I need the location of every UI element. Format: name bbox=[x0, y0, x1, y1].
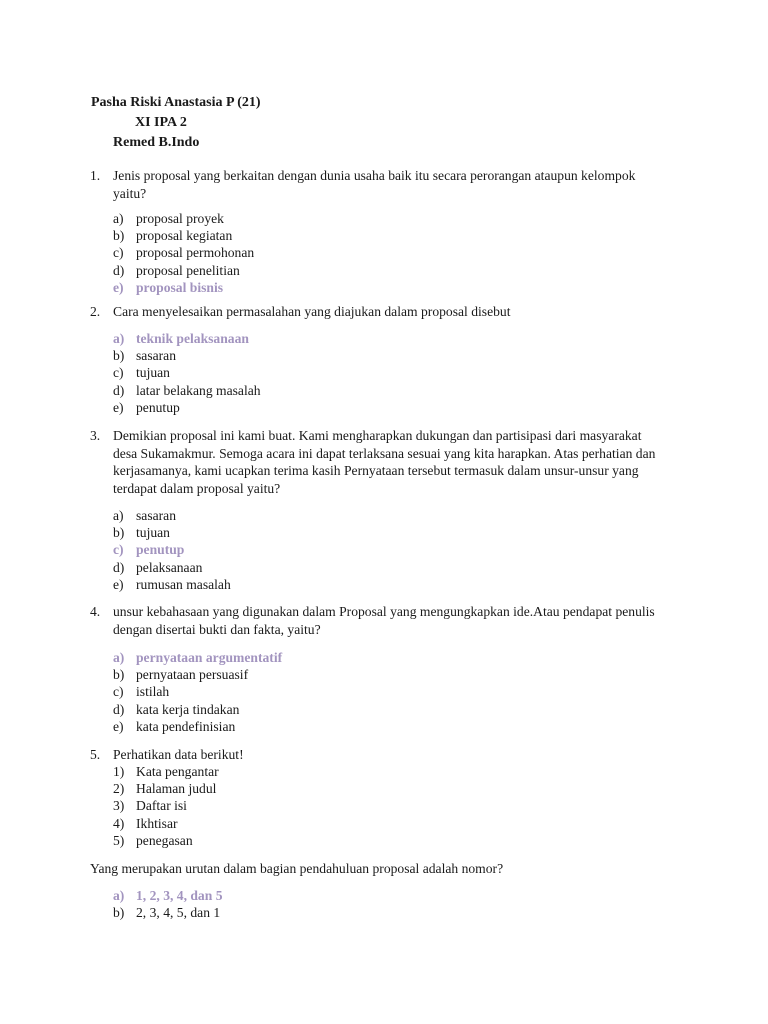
option-label: c) bbox=[113, 245, 124, 261]
answer-option-highlighted bbox=[113, 541, 513, 558]
option-text: 2, 3, 4, 5, dan 1 bbox=[136, 905, 221, 921]
option-label: d) bbox=[113, 262, 125, 278]
student-class: XI IPA 2 bbox=[135, 115, 187, 130]
question-line: dengan disertai bukti dan fakta, yaitu? bbox=[113, 621, 321, 637]
answer-option bbox=[113, 382, 513, 399]
option-text: penutup bbox=[136, 542, 185, 558]
item-label: 5) bbox=[113, 832, 125, 848]
option-text: latar belakang masalah bbox=[136, 382, 261, 398]
answer-option-highlighted bbox=[113, 330, 513, 347]
answer-options bbox=[113, 649, 513, 735]
option-label: c) bbox=[113, 542, 124, 558]
question-text bbox=[113, 167, 673, 202]
option-text: proposal bisnis bbox=[136, 279, 224, 295]
question-text bbox=[113, 427, 673, 497]
option-text: kata kerja tindakan bbox=[136, 701, 240, 717]
option-label: c) bbox=[113, 684, 124, 700]
answer-option bbox=[113, 701, 513, 718]
item-text: Daftar isi bbox=[136, 798, 187, 814]
option-label: d) bbox=[113, 559, 125, 575]
option-label: e) bbox=[113, 576, 124, 592]
option-text: tujuan bbox=[136, 365, 170, 381]
option-label: e) bbox=[113, 718, 124, 734]
option-text: pernyataan argumentatif bbox=[136, 650, 283, 665]
option-label: a) bbox=[113, 331, 125, 346]
option-label: a) bbox=[113, 650, 125, 665]
item-label: 1) bbox=[113, 764, 125, 779]
option-text: pernyataan persuasif bbox=[136, 667, 249, 683]
option-label: e) bbox=[113, 279, 124, 295]
option-label: a) bbox=[113, 888, 125, 903]
student-name: Pasha Riski Anastasia P (21) bbox=[91, 95, 261, 110]
option-text: 1, 2, 3, 4, dan 5 bbox=[136, 888, 223, 903]
question-text bbox=[113, 603, 673, 638]
option-label: d) bbox=[113, 382, 125, 398]
question-number: 2. bbox=[90, 304, 101, 319]
answer-option bbox=[113, 683, 513, 700]
option-text: istilah bbox=[136, 684, 170, 700]
option-text: proposal permohonan bbox=[136, 245, 255, 261]
question-line: Demikian proposal ini kami buat. Kami mengharapkan dukungan dan partisipasi dari masyarakat bbox=[113, 428, 642, 443]
answer-option-highlighted bbox=[113, 887, 513, 904]
answer-option bbox=[113, 210, 513, 227]
question-number: 3. bbox=[90, 428, 101, 443]
question-line: Cara menyelesaikan permasalahan yang diajukan dalam proposal disebut bbox=[113, 304, 511, 319]
answer-option bbox=[113, 559, 513, 576]
option-label: a) bbox=[113, 508, 124, 523]
answer-options bbox=[113, 507, 513, 593]
option-label: b) bbox=[113, 525, 125, 541]
answer-option bbox=[113, 507, 513, 524]
option-text: penutup bbox=[136, 399, 180, 415]
question-number: 1. bbox=[90, 168, 101, 183]
question-followup: Yang merupakan urutan dalam bagian pendahuluan proposal adalah nomor? bbox=[90, 861, 504, 876]
answer-option bbox=[113, 718, 513, 735]
option-label: a) bbox=[113, 211, 124, 226]
answer-option bbox=[113, 524, 513, 541]
data-list bbox=[113, 763, 513, 849]
question-line: yaitu? bbox=[113, 185, 147, 201]
answer-option bbox=[113, 399, 513, 416]
question-line: unsur kebahasaan yang digunakan dalam Proposal yang mengungkapkan ide.Atau pendapat penulis bbox=[113, 604, 655, 619]
option-text: teknik pelaksanaan bbox=[136, 331, 249, 346]
item-text: Ikhtisar bbox=[136, 815, 178, 831]
option-text: sasaran bbox=[136, 508, 177, 523]
option-text: kata pendefinisian bbox=[136, 718, 236, 734]
answer-option-highlighted bbox=[113, 279, 513, 296]
answer-option bbox=[113, 904, 513, 921]
option-label: b) bbox=[113, 228, 125, 244]
item-text: penegasan bbox=[136, 832, 193, 848]
item-label: 2) bbox=[113, 781, 125, 797]
option-label: d) bbox=[113, 701, 125, 717]
option-label: b) bbox=[113, 667, 125, 683]
answer-option bbox=[113, 576, 513, 593]
data-item bbox=[113, 815, 513, 832]
data-item bbox=[113, 797, 513, 814]
item-label: 3) bbox=[113, 798, 125, 814]
question-line: terdapat dalam proposal yaitu? bbox=[113, 480, 281, 496]
option-label: e) bbox=[113, 399, 124, 415]
answer-option-highlighted bbox=[113, 649, 513, 666]
subject-title: Remed B.Indo bbox=[113, 135, 200, 150]
data-item bbox=[113, 832, 513, 849]
question-text bbox=[113, 303, 673, 321]
answer-options bbox=[113, 887, 513, 921]
question-number: 5. bbox=[90, 747, 101, 762]
answer-options bbox=[113, 330, 513, 416]
answer-option bbox=[113, 364, 513, 381]
data-item bbox=[113, 763, 513, 780]
option-label: c) bbox=[113, 365, 124, 381]
option-text: tujuan bbox=[136, 525, 170, 541]
item-label: 4) bbox=[113, 815, 125, 831]
answer-option bbox=[113, 227, 513, 244]
option-text: sasaran bbox=[136, 348, 177, 364]
item-text: Kata pengantar bbox=[136, 764, 219, 779]
answer-option bbox=[113, 262, 513, 279]
answer-option bbox=[113, 244, 513, 261]
option-text: proposal kegiatan bbox=[136, 228, 233, 244]
question-line: Perhatikan data berikut! bbox=[113, 747, 244, 762]
option-text: proposal proyek bbox=[136, 211, 224, 226]
answer-option bbox=[113, 347, 513, 364]
question-number: 4. bbox=[90, 604, 101, 619]
question-line: desa Sukamakmur. Semoga acara ini dapat terlaksana sesuai yang kita harapkan. Atas perhatian dan bbox=[113, 445, 656, 461]
option-text: rumusan masalah bbox=[136, 576, 231, 592]
option-text: pelaksanaan bbox=[136, 559, 203, 575]
option-label: b) bbox=[113, 348, 125, 364]
question-line: Jenis proposal yang berkaitan dengan dunia usaha baik itu secara perorangan ataupun kelompok bbox=[113, 168, 636, 183]
data-item bbox=[113, 780, 513, 797]
item-text: Halaman judul bbox=[136, 781, 217, 797]
question-line: kerjasamanya, kami ucapkan terima kasih Pernyataan tersebut termasuk dalam unsur-unsur yang bbox=[113, 463, 639, 478]
option-text: proposal penelitian bbox=[136, 262, 240, 278]
option-label: b) bbox=[113, 905, 125, 921]
answer-option bbox=[113, 666, 513, 683]
question-text bbox=[113, 746, 673, 764]
answer-options bbox=[113, 210, 513, 296]
